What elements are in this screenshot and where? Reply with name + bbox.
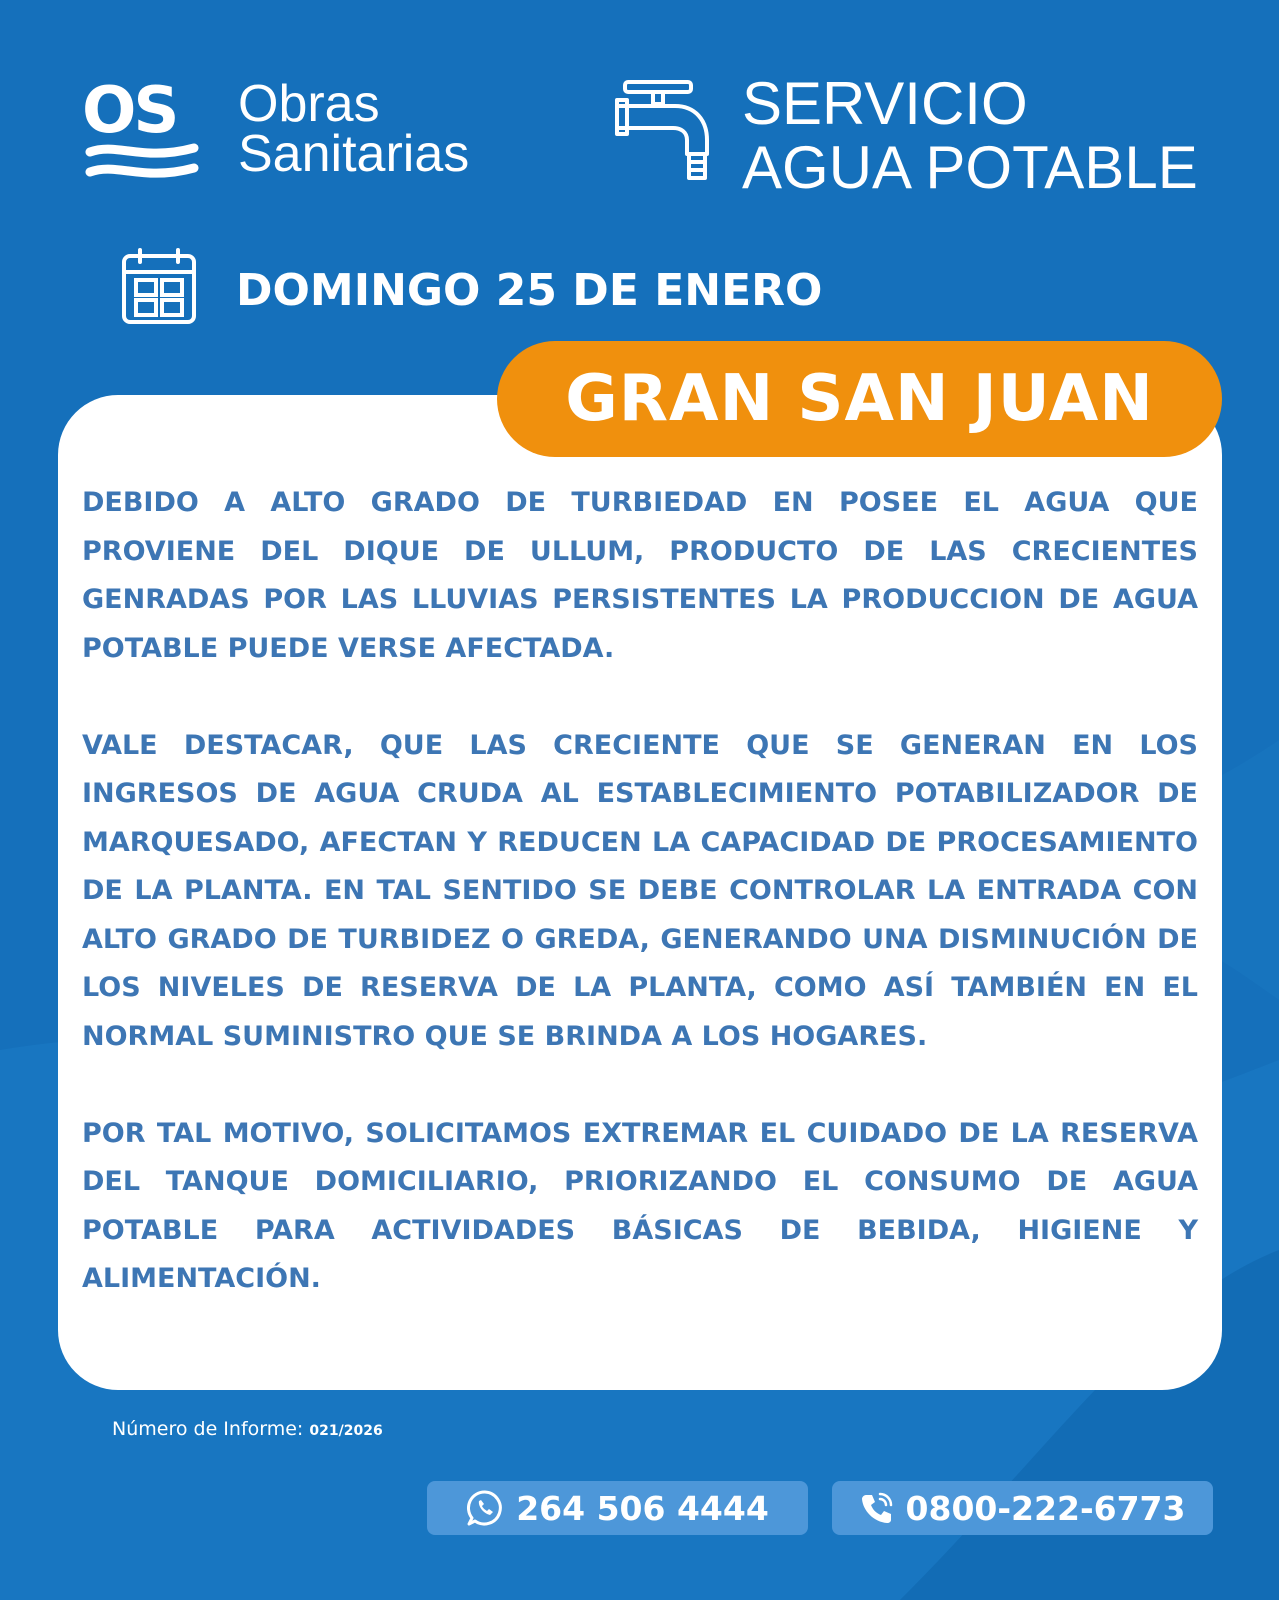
- whatsapp-number: 264 506 4444: [516, 1488, 769, 1528]
- service-title-line1: SERVICIO: [742, 70, 1028, 137]
- region-label: GRAN SAN JUAN: [565, 362, 1154, 436]
- service-title-line2: AGUA POTABLE: [742, 134, 1198, 201]
- whatsapp-contact[interactable]: [427, 1481, 808, 1535]
- notice-paragraph: VALE DESTACAR, QUE LAS CRECIENTE QUE SE GENERAN EN LOS INGRESOS DE AGUA CRUDA AL ESTABLECIMIENTO POTABILIZADOR DE MARQUESADO, AFECTAN Y REDUCEN LA CAPACIDAD DE PROCESAMIENTO DE LA PLANTA. EN TAL SENTIDO SE DEBE CONTROLAR LA ENTRADA CON ALTO GRADO DE TURBIDEZ O GREDA, GENERANDO UNA DISMINUCIÓN DE LOS NIVELES DE RESERVA DE LA PLANTA, COMO ASÍ TAMBIÉN EN EL NORMAL SUMINISTRO QUE SE BRINDA A LOS HOGARES.: [82, 729, 1198, 1052]
- calendar-icon: [122, 248, 196, 324]
- notice-paragraph: POR TAL MOTIVO, SOLICITAMOS EXTREMAR EL CUIDADO DE LA RESERVA DEL TANQUE DOMICILIARIO, PRIORIZANDO EL CONSUMO DE AGUA POTABLE PARA ACTIVIDADES BÁSICAS DE BEBIDA, HIGIENE Y ALIMENTACIÓN.: [82, 1117, 1198, 1294]
- report-label: Número de Informe:: [112, 1418, 304, 1440]
- notice-date: DOMINGO 25 DE ENERO: [236, 265, 823, 316]
- water-tap-icon: [615, 80, 725, 190]
- phone-contact[interactable]: [832, 1481, 1213, 1535]
- phone-number: 0800-222-6773: [905, 1488, 1186, 1528]
- notice-body: [82, 479, 1198, 1304]
- brand-name-line2: Sanitarias: [238, 125, 470, 183]
- whatsapp-icon: [466, 1489, 504, 1527]
- brand-name-line1: Obras: [238, 75, 380, 133]
- region-badge: [497, 341, 1222, 457]
- report-number-value: 021/2026: [309, 1423, 383, 1439]
- notice-paragraph: DEBIDO A ALTO GRADO DE TURBIEDAD EN POSEE EL AGUA QUE PROVIENE DEL DIQUE DE ULLUM, PRODUCTO DE LAS CRECIENTES GENRADAS POR LAS LLUVIAS PERSISTENTES LA PRODUCCION DE AGUA POTABLE PUEDE VERSE AFECTADA.: [82, 487, 1198, 664]
- phone-icon: [860, 1491, 894, 1525]
- report-number: [112, 1418, 383, 1440]
- logo-mark: OS: [82, 74, 177, 148]
- os-logo-icon: [82, 72, 202, 192]
